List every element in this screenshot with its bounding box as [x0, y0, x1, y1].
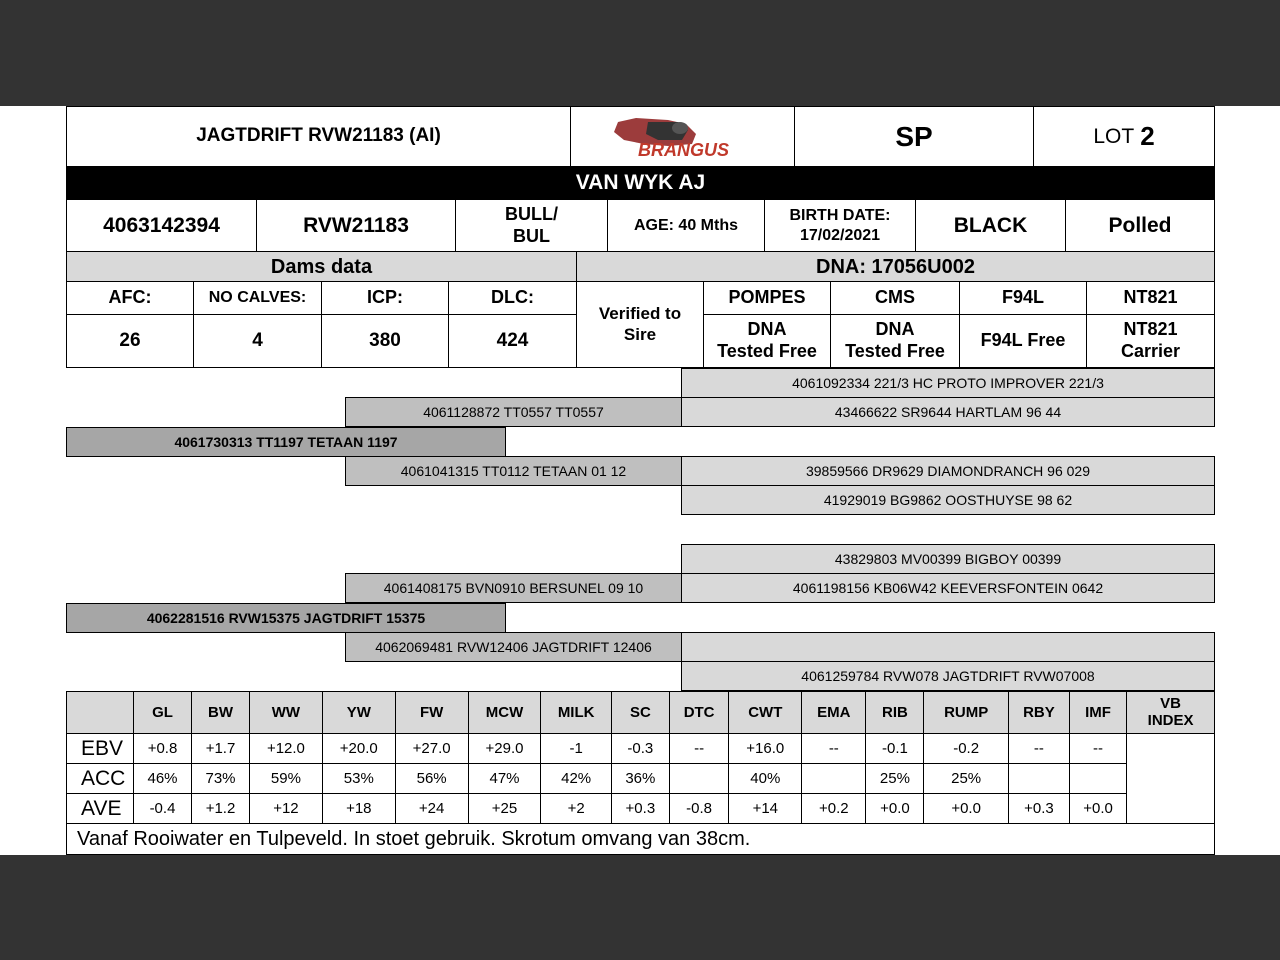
dna-result-pompes-line2: Tested Free — [717, 341, 817, 361]
comment: Vanaf Rooiwater en Tulpeveld. In stoet gebruik. Skrotum omvang van 38cm. — [67, 824, 1215, 855]
ebv-cell — [669, 764, 729, 794]
ebv-cell: +25 — [468, 794, 541, 824]
ebv-header-row — [67, 692, 1215, 734]
ebv-col-ema: EMA — [802, 692, 866, 734]
ebv-cell: -- — [1008, 734, 1069, 764]
dams-title: Dams data — [66, 251, 577, 282]
pedigree-sds: 39859566 DR9629 DIAMONDRANCH 96 029 — [681, 456, 1215, 486]
ebv-cell: +16.0 — [729, 734, 802, 764]
ebv-cell — [1069, 764, 1126, 794]
dna-result-nt821-line1: NT821 — [1123, 319, 1178, 340]
dna-result-nt821-line2: Carrier — [1120, 341, 1181, 361]
ebv-cell: +18 — [322, 794, 395, 824]
dams-value-afc: 26 — [66, 314, 194, 368]
ebv-cell: +12 — [250, 794, 323, 824]
ebv-cell — [1008, 764, 1069, 794]
ebv-col-ww: WW — [250, 692, 323, 734]
ebv-cell: -0.4 — [134, 794, 192, 824]
brangus-logo — [570, 106, 795, 167]
ebv-cell: 36% — [611, 764, 669, 794]
lot-sheet — [0, 106, 1280, 855]
pedigree-dsd: 4061198156 KB06W42 KEEVERSFONTEIN 0642 — [681, 573, 1215, 603]
ebv-cell: +0.0 — [924, 794, 1008, 824]
ebv-cell: +0.0 — [1069, 794, 1126, 824]
ebv-body — [67, 734, 1215, 824]
dna-result-f94l: F94L Free — [959, 314, 1087, 368]
dams-header-calves: NO CALVES: — [193, 281, 322, 315]
ebv-cell: -0.1 — [866, 734, 924, 764]
ebv-cell: -- — [802, 734, 866, 764]
ebv-col-bw: BW — [192, 692, 250, 734]
dams-header-afc: AFC: — [66, 281, 194, 315]
dna-test-cms: CMS — [830, 281, 960, 315]
ebv-cell: 25% — [924, 764, 1008, 794]
dna-result-cms-line2: Tested Free — [845, 341, 945, 361]
animal-name: JAGTDRIFT RVW21183 (AI) — [66, 106, 571, 167]
dams-header-dlc: DLC: — [448, 281, 577, 315]
sex-line-2: BUL — [513, 225, 550, 246]
ebv-cell: -0.2 — [924, 734, 1008, 764]
ebv-table — [66, 691, 1215, 855]
ebv-col-rby: RBY — [1008, 692, 1069, 734]
ebv-cell: +0.3 — [1008, 794, 1069, 824]
ebv-cell — [802, 764, 866, 794]
ebv-cell: -- — [669, 734, 729, 764]
pedigree-sire-dam: 4061041315 TT0112 TETAAN 01 12 — [345, 456, 682, 486]
pedigree-dds — [681, 632, 1215, 662]
ebv-cell: 40% — [729, 764, 802, 794]
ebv-cell: -- — [1069, 734, 1126, 764]
ebv-cell: +1.2 — [192, 794, 250, 824]
ebv-cell: +27.0 — [395, 734, 468, 764]
ebv-cell: -0.8 — [669, 794, 729, 824]
vb-index-line2: INDEX — [1147, 711, 1194, 729]
horn-status: Polled — [1065, 199, 1215, 252]
pedigree-dam-sire: 4061408175 BVN0910 BERSUNEL 09 10 — [345, 573, 682, 603]
lot-number: 2 — [1140, 120, 1155, 151]
id-number: 4063142394 — [66, 199, 257, 252]
ebv-cell: +0.2 — [802, 794, 866, 824]
ebv-col-mcw: MCW — [468, 692, 541, 734]
dna-result-pompes-line1: DNA — [747, 319, 787, 340]
lot-box — [1033, 106, 1215, 167]
pedigree-ssd: 43466622 SR9644 HARTLAM 96 44 — [681, 397, 1215, 427]
pedigree-sire: 4061730313 TT1197 TETAAN 1197 — [66, 427, 506, 457]
dna-test-pompes: POMPES — [703, 281, 831, 315]
sex-cell — [455, 199, 608, 252]
ebv-col-rump: RUMP — [924, 692, 1008, 734]
ebv-row-label: AVE — [67, 794, 134, 824]
ebv-cell: +1.7 — [192, 734, 250, 764]
ebv-cell: 59% — [250, 764, 323, 794]
birth-date-cell — [764, 199, 916, 252]
pedigree-dam-dam: 4062069481 RVW12406 JAGTDRIFT 12406 — [345, 632, 682, 662]
pedigree-ddd: 4061259784 RVW078 JAGTDRIFT RVW07008 — [681, 661, 1215, 691]
ebv-cell: +14 — [729, 794, 802, 824]
vb-index-line1: VB — [1160, 695, 1181, 712]
ebv-cell: +20.0 — [322, 734, 395, 764]
ebv-cell: 47% — [468, 764, 541, 794]
ebv-cell: +29.0 — [468, 734, 541, 764]
ebv-cell: 53% — [322, 764, 395, 794]
ebv-cell: +2 — [541, 794, 611, 824]
dna-test-nt821: NT821 — [1086, 281, 1215, 315]
ebv-col-imf: IMF — [1069, 692, 1126, 734]
owner-bar: VAN WYK AJ — [66, 166, 1215, 200]
ebv-row-label: ACC — [67, 764, 134, 794]
ebv-col-cwt: CWT — [729, 692, 802, 734]
ebv-cell: -1 — [541, 734, 611, 764]
verified-to-sire: Verified to Sire — [576, 281, 704, 368]
ebv-cell: +0.0 — [866, 794, 924, 824]
ebv-col-vb-index — [1127, 692, 1215, 734]
bull-logo-icon — [608, 114, 758, 160]
logo-text: BRANGUS — [637, 139, 729, 160]
pedigree-sdd: 41929019 BG9862 OOSTHUYSE 98 62 — [681, 485, 1215, 515]
colour: BLACK — [915, 199, 1066, 252]
ebv-col-yw: YW — [322, 692, 395, 734]
dna-result-pompes — [703, 314, 831, 368]
ebv-cell: +12.0 — [250, 734, 323, 764]
ebv-row-label: EBV — [67, 734, 134, 764]
ebv-cell: 56% — [395, 764, 468, 794]
pedigree-dam: 4062281516 RVW15375 JAGTDRIFT 15375 — [66, 603, 506, 633]
ebv-cell: 46% — [134, 764, 192, 794]
dna-title: DNA: 17056U002 — [576, 251, 1215, 282]
ebv-cell: +0.8 — [134, 734, 192, 764]
dna-result-cms — [830, 314, 960, 368]
ebv-cell: 42% — [541, 764, 611, 794]
ebv-row-ave — [67, 794, 1215, 824]
herd-code: RVW21183 — [256, 199, 456, 252]
ebv-row-acc — [67, 764, 1215, 794]
ebv-cell: -0.3 — [611, 734, 669, 764]
dna-result-nt821 — [1086, 314, 1215, 368]
dna-result-cms-line1: DNA — [875, 319, 915, 340]
ebv-col-gl: GL — [134, 692, 192, 734]
ebv-header-blank — [67, 692, 134, 734]
sex-line-1: BULL/ — [505, 203, 558, 224]
ebv-cell: 73% — [192, 764, 250, 794]
ebv-col-dtc: DTC — [669, 692, 729, 734]
category-badge: SP — [794, 106, 1034, 167]
ebv-cell: 25% — [866, 764, 924, 794]
ebv-col-fw: FW — [395, 692, 468, 734]
age: AGE: 40 Mths — [607, 199, 765, 252]
dams-value-calves: 4 — [193, 314, 322, 368]
ebv-col-milk: MILK — [541, 692, 611, 734]
dna-test-f94l: F94L — [959, 281, 1087, 315]
pedigree-sire-sire: 4061128872 TT0557 TT0557 — [345, 397, 682, 427]
birth-date-label: BIRTH DATE: — [789, 207, 891, 225]
ebv-col-rib: RIB — [866, 692, 924, 734]
dams-value-dlc: 424 — [448, 314, 577, 368]
vb-index-value — [1127, 734, 1215, 824]
ebv-row-ebv — [67, 734, 1215, 764]
dams-header-icp: ICP: — [321, 281, 449, 315]
ebv-cell: +24 — [395, 794, 468, 824]
dams-value-icp: 380 — [321, 314, 449, 368]
lot-label: LOT — [1093, 124, 1135, 148]
birth-date: 17/02/2021 — [799, 226, 881, 244]
pedigree-dss: 43829803 MV00399 BIGBOY 00399 — [681, 544, 1215, 574]
ebv-cell: +0.3 — [611, 794, 669, 824]
pedigree-sss: 4061092334 221/3 HC PROTO IMPROVER 221/3 — [681, 368, 1215, 398]
ebv-col-sc: SC — [611, 692, 669, 734]
